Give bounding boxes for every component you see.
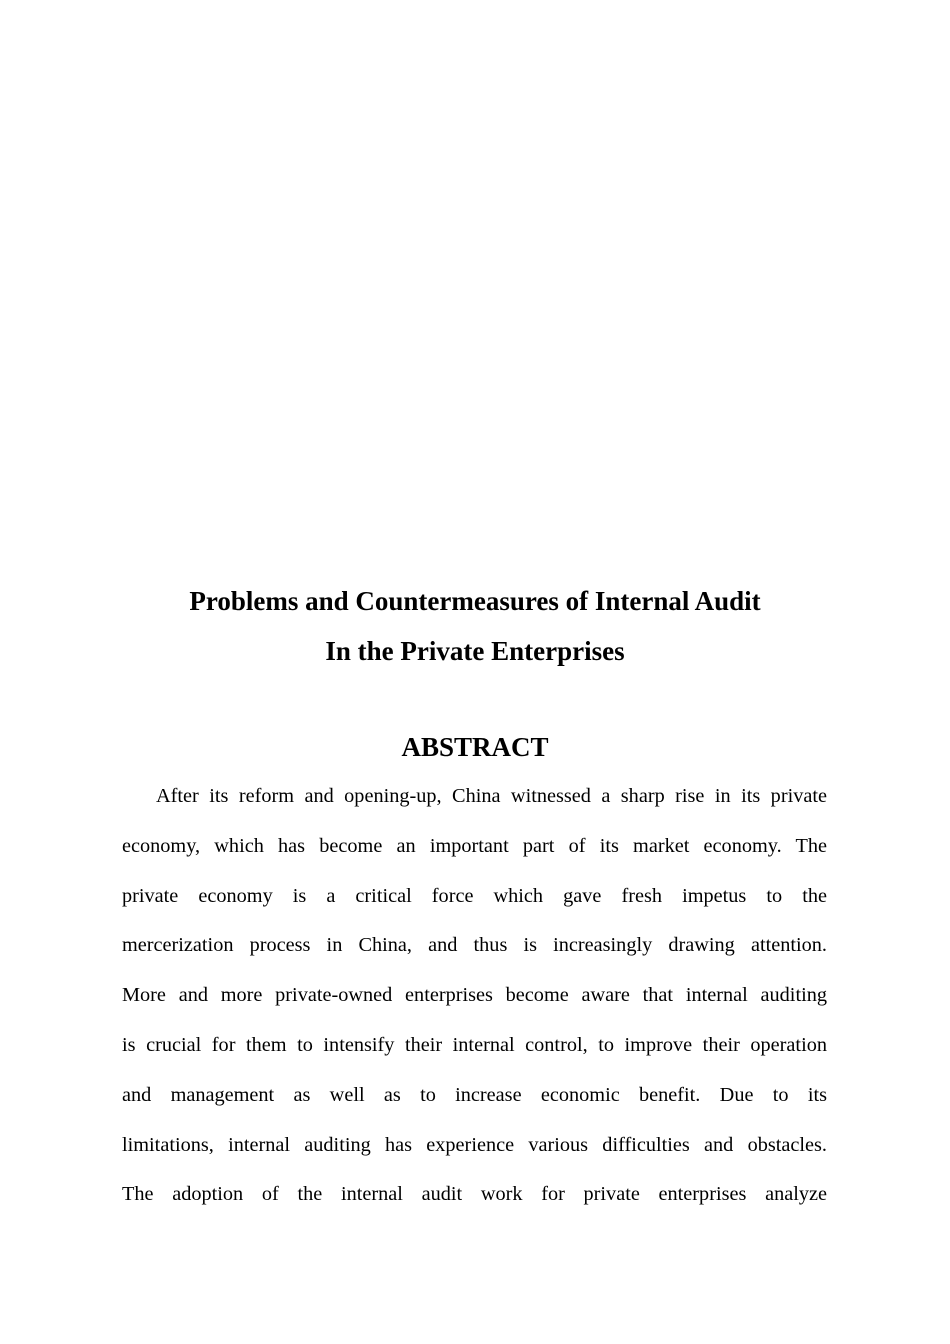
abstract-line: economy, which has become an important part of its market economy. The [122,834,827,857]
title-line-1: Problems and Countermeasures of Internal Audit [189,586,761,616]
abstract-line: limitations, internal auditing has experience various difficulties and obstacles. [122,1133,827,1156]
abstract-line: mercerization process in China, and thus is increasingly drawing attention. [122,934,827,957]
abstract-line: private economy is a critical force which gave fresh impetus to the [122,884,827,907]
abstract-line: More and more private-owned enterprises become aware that internal auditing [122,984,827,1007]
abstract-body [122,772,827,1220]
abstract-line: is crucial for them to intensify their internal control, to improve their operation [122,1033,827,1056]
abstract-line: The adoption of the internal audit work for private enterprises analyze [122,1183,827,1206]
paper-title [0,576,950,676]
title-line-2: In the Private Enterprises [325,636,625,666]
abstract-line: and management as well as to increase economic benefit. Due to its [122,1083,827,1106]
abstract-line: After its reform and opening-up, China witnessed a sharp rise in its private [156,785,827,807]
abstract-heading: ABSTRACT [401,732,549,762]
